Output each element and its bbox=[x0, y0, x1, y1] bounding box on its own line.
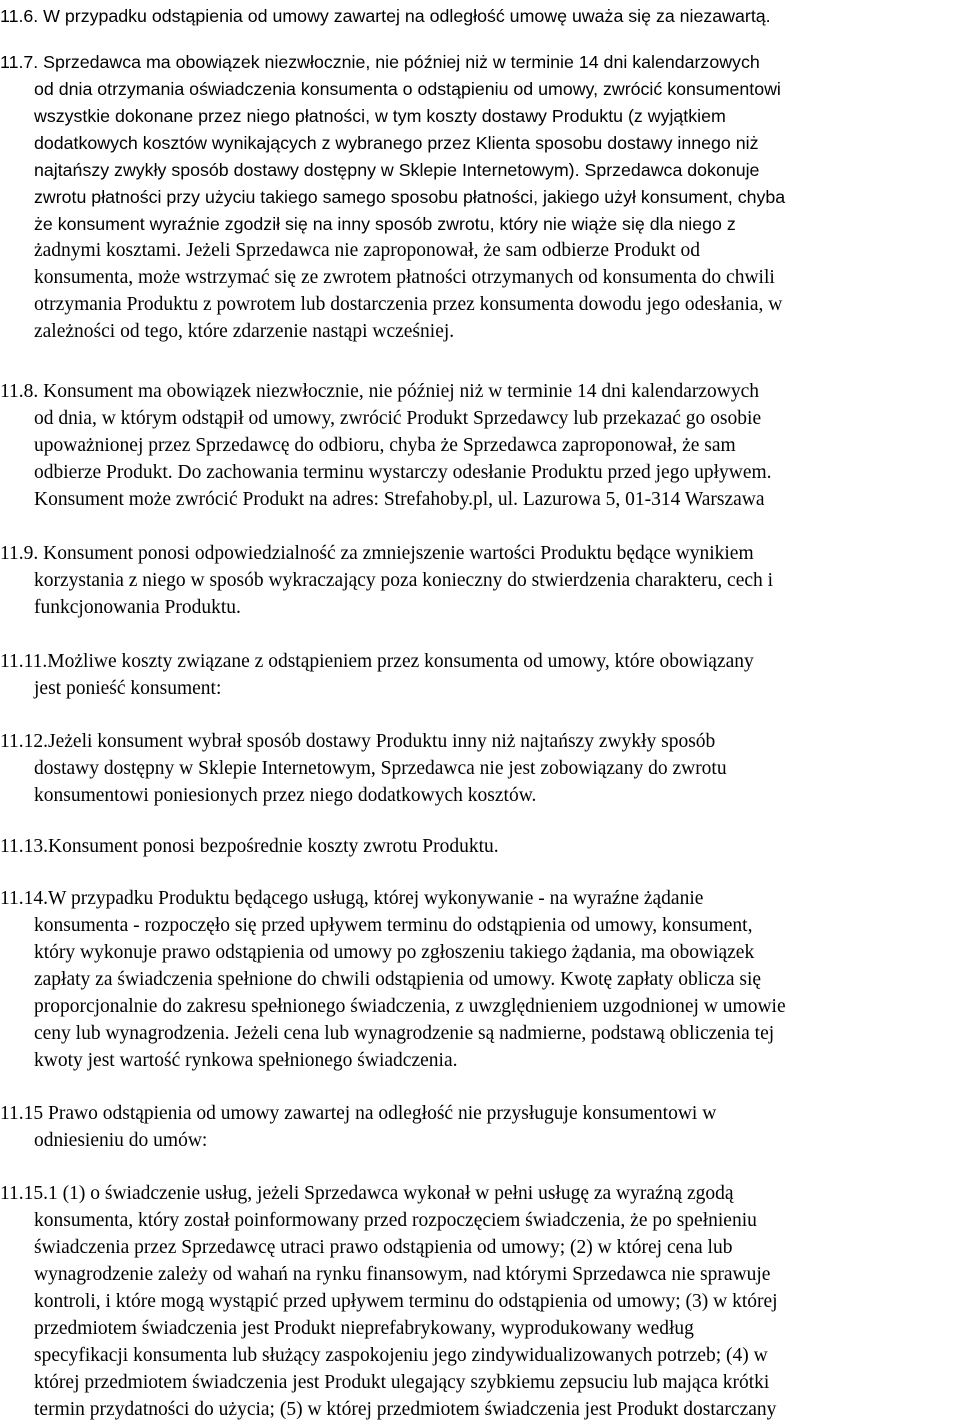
clause-line: funkcjonowania Produktu. bbox=[34, 597, 241, 618]
clause-line: który wykonuje prawo odstąpienia od umowy po zgłoszeniu takiego żądania, ma obowiązek bbox=[34, 942, 755, 963]
clause-line: zapłaty za świadczenia spełnione do chwili odstąpienia od umowy. Kwotę zapłaty oblicza się bbox=[34, 969, 762, 990]
clause-line: specyfikacji konsumenta lub służący zaspokojeniu jego zindywidualizowanych potrzeb; (4) w bbox=[34, 1345, 768, 1366]
clause-line: konsumentowi poniesionych przez niego dodatkowych kosztów. bbox=[34, 785, 537, 806]
clause-line: zależności od tego, które zdarzenie nastąpi wcześniej. bbox=[34, 321, 455, 342]
clause-line: 11.13.Konsument ponosi bezpośrednie koszty zwrotu Produktu. bbox=[0, 836, 499, 857]
clause-line: termin przydatności do użycia; (5) w której przedmiotem świadczenia jest Produkt dostarczany bbox=[34, 1399, 777, 1420]
clause-line: konsumenta, może wstrzymać się ze zwrotem płatności otrzymanych od konsumenta do chwili bbox=[34, 267, 775, 288]
clause-line: odbierze Produkt. Do zachowania terminu wystarczy odesłanie Produktu przed jego upływem. bbox=[34, 462, 772, 483]
clause-line: 11.12.Jeżeli konsument wybrał sposób dostawy Produktu inny niż najtańszy zwykły sposób bbox=[0, 731, 716, 752]
clause-line: otrzymania Produktu z powrotem lub dostarczenia przez konsumenta dowodu jego odesłania, w bbox=[34, 294, 783, 315]
clause-line: świadczenia przez Sprzedawcę utraci prawo odstąpienia od umowy; (2) w której cena lub bbox=[34, 1237, 733, 1258]
clause-line: 11.8. Konsument ma obowiązek niezwłocznie, nie później niż w terminie 14 dni kalendarzowych bbox=[0, 381, 759, 402]
clause-line: upoważnionej przez Sprzedawcę do odbioru, chyba że Sprzedawca zaproponował, że sam bbox=[34, 435, 736, 456]
clause-line: kontroli, i które mogą wystąpić przed upływem terminu do odstąpienia od umowy; (3) w której bbox=[34, 1291, 778, 1312]
clause-line: kwoty jest wartość rynkowa spełnionego świadczenia. bbox=[34, 1050, 458, 1071]
clause-line: 11.14.W przypadku Produktu będącego usługą, której wykonywanie - na wyraźne żądanie bbox=[0, 888, 704, 909]
clause-line: od dnia otrzymania oświadczenia konsumenta o odstąpieniu od umowy, zwrócić konsumentowi bbox=[34, 79, 781, 99]
clause-line: proporcjonalnie do zakresu spełnionego świadczenia, z uwzględnieniem uzgodnionej w umowie bbox=[34, 996, 786, 1017]
clause-line: dodatkowych kosztów wynikających z wybranego przez Klienta sposobu dostawy innego niż bbox=[34, 133, 759, 153]
clause-line: 11.6. W przypadku odstąpienia od umowy zawartej na odległość umowę uważa się za niezawartą. bbox=[0, 6, 771, 26]
clause-line: 11.15 Prawo odstąpienia od umowy zawartej na odległość nie przysługuje konsumentowi w bbox=[0, 1103, 717, 1124]
clause-line: odniesieniu do umów: bbox=[34, 1130, 208, 1151]
clause-line: od dnia, w którym odstąpił od umowy, zwrócić Produkt Sprzedawcy lub przekazać go osobie bbox=[34, 408, 762, 429]
clause-line: Konsument może zwrócić Produkt na adres: Strefahoby.pl, ul. Lazurowa 5, 01-314 Warszawa bbox=[34, 489, 765, 510]
clause-line: konsumenta - rozpoczęło się przed upływem terminu do odstąpienia od umowy, konsument, bbox=[34, 915, 753, 936]
clause-line: ceny lub wynagrodzenia. Jeżeli cena lub wynagrodzenie są nadmierne, podstawą obliczenia tej bbox=[34, 1023, 775, 1044]
clause-line: jest ponieść konsument: bbox=[34, 678, 222, 699]
clause-line: 11.7. Sprzedawca ma obowiązek niezwłocznie, nie później niż w terminie 14 dni kalendarzowych bbox=[0, 52, 760, 72]
clause-line: której przedmiotem świadczenia jest Produkt ulegający szybkiemu zepsuciu lub mająca krótki bbox=[34, 1372, 770, 1393]
clause-line: wynagrodzenie zależy od wahań na rynku finansowym, nad którymi Sprzedawca nie sprawuje bbox=[34, 1264, 771, 1285]
clause-line: zwrotu płatności przy użyciu takiego samego sposobu płatności, jakiego użył konsument, chyba bbox=[34, 187, 786, 207]
clause-line: 11.11.Możliwe koszty związane z odstąpieniem przez konsumenta od umowy, które obowiązany bbox=[0, 651, 754, 672]
clause-line: najtańszy zwykły sposób dostawy dostępny w Sklepie Internetowym). Sprzedawca dokonuje bbox=[34, 160, 760, 180]
clause-line: 11.9. Konsument ponosi odpowiedzialność za zmniejszenie wartości Produktu będące wynikiem bbox=[0, 543, 754, 564]
clause-line: korzystania z niego w sposób wykraczający poza konieczny do stwierdzenia charakteru, cech i bbox=[34, 570, 774, 591]
clause-line: wszystkie dokonane przez niego płatności, w tym koszty dostawy Produktu (z wyjątkiem bbox=[34, 106, 726, 126]
clause-line: dostawy dostępny w Sklepie Internetowym, Sprzedawca nie jest zobowiązany do zwrotu bbox=[34, 758, 727, 779]
clause-line: 11.15.1 (1) o świadczenie usług, jeżeli Sprzedawca wykonał w pełni usługę za wyraźną zgodą bbox=[0, 1183, 734, 1204]
clause-line: przedmiotem świadczenia jest Produkt nieprefabrykowany, wyprodukowany według bbox=[34, 1318, 694, 1339]
clause-line: że konsument wyraźnie zgodził się na inny sposób zwrotu, który nie wiąże się dla niego z bbox=[34, 214, 736, 234]
clause-line: żadnymi kosztami. Jeżeli Sprzedawca nie zaproponował, że sam odbierze Produkt od bbox=[34, 240, 701, 261]
clause-line: konsumenta, który został poinformowany przed rozpoczęciem świadczenia, że po spełnieniu bbox=[34, 1210, 757, 1231]
